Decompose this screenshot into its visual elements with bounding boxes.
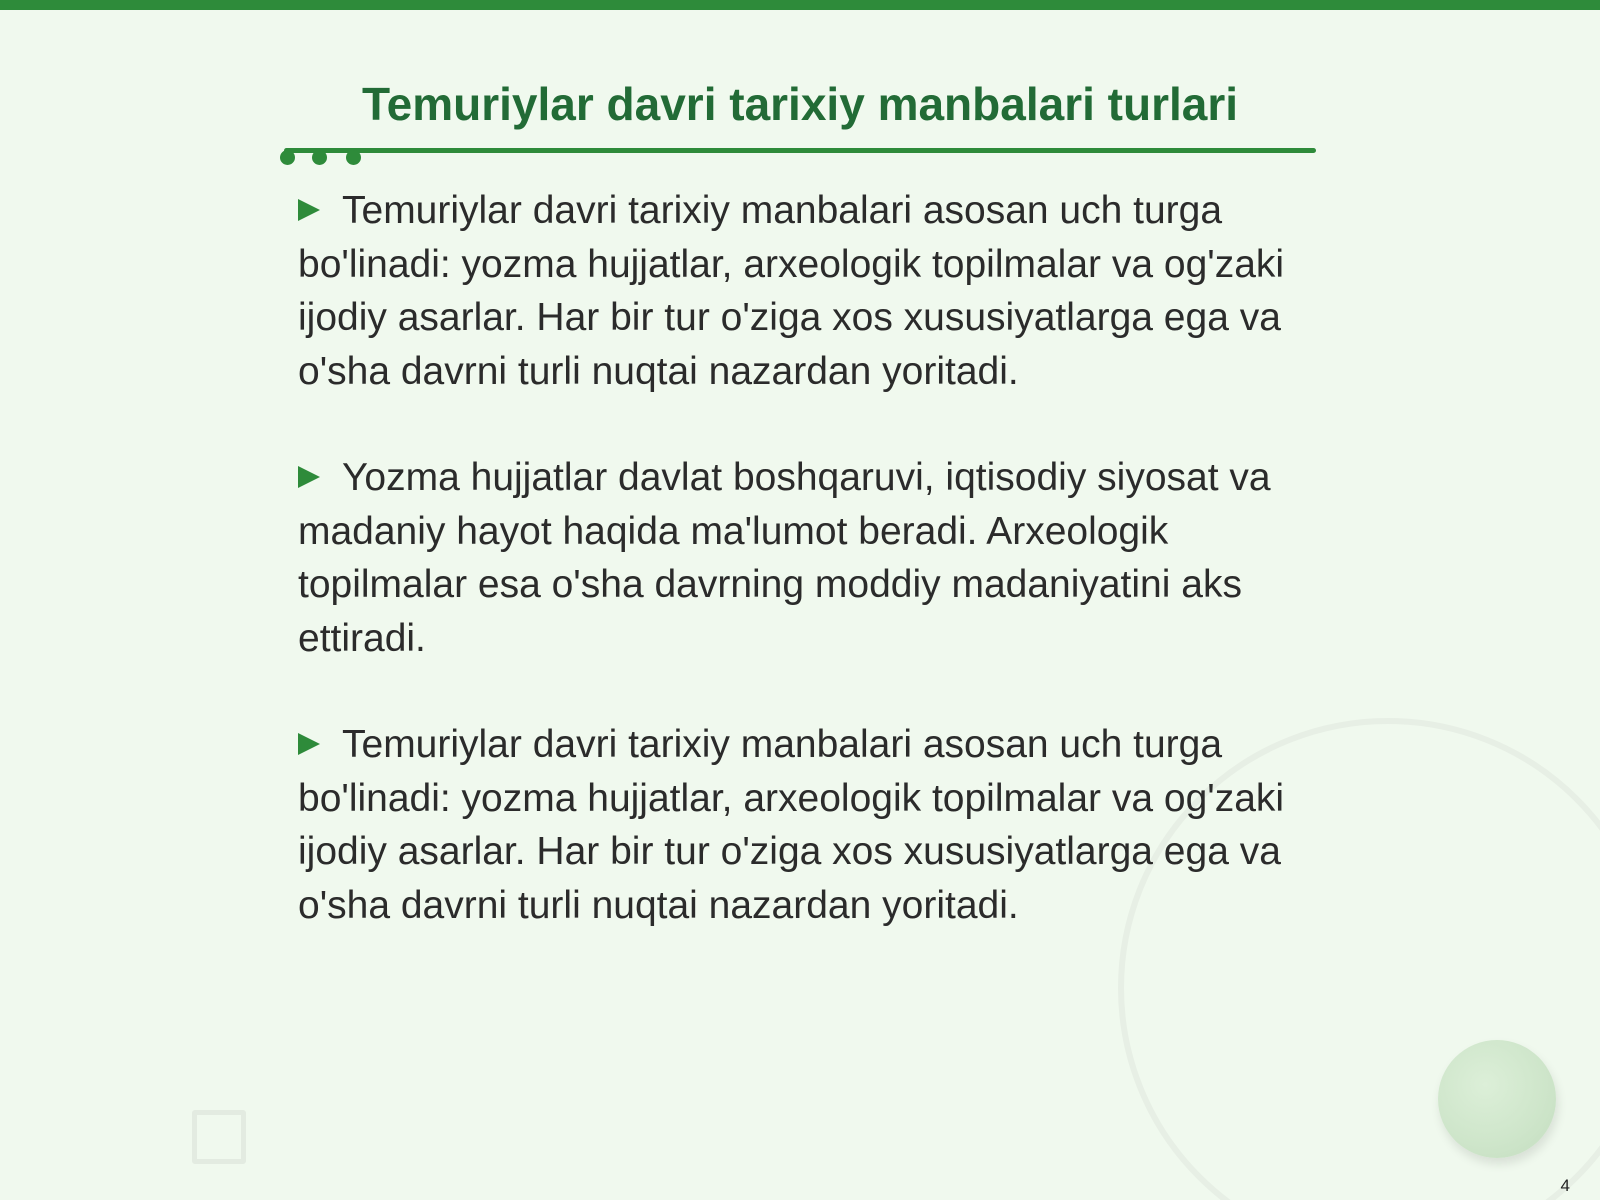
bullet-item: [298, 184, 1310, 398]
bullet-text: Temuriylar davri tarixiy manbalari asosan uch turga bo'linadi: yozma hujjatlar, arxeologik topilmalar va og'zaki ijodiy asarlar. Har bir tur o'ziga xos xususiyatlarga ega va o'sha davrni turli nuqtai nazardan yoritadi.: [298, 189, 1285, 393]
bullet-item: [298, 718, 1310, 932]
triangle-right-icon: [298, 199, 320, 221]
bullet-text: Temuriylar davri tarixiy manbalari asosan uch turga bo'linadi: yozma hujjatlar, arxeologik topilmalar va og'zaki ijodiy asarlar. Har bir tur o'ziga xos xususiyatlarga ega va o'sha davrni turli nuqtai nazardan yoritadi.: [298, 723, 1285, 927]
underline-dot: [280, 150, 295, 165]
slide-title: Temuriylar davri tarixiy manbalari turlari: [361, 78, 1239, 130]
top-accent-bar: [0, 0, 1600, 10]
decorative-square: [192, 1110, 246, 1164]
triangle-right-icon: [298, 733, 320, 755]
bullet-list: [298, 184, 1310, 985]
triangle-right-icon: [298, 466, 320, 488]
underline-dot: [312, 150, 327, 165]
bullet-text: Yozma hujjatlar davlat boshqaruvi, iqtisodiy siyosat va madaniy hayot haqida ma'lumot beradi. Arxeologik topilmalar esa o'sha davrning moddiy madaniyatini aks ettiradi.: [298, 456, 1271, 660]
underline-dot: [346, 150, 361, 165]
decorative-circle: [1438, 1040, 1556, 1158]
title-underline: [284, 148, 1316, 153]
bullet-item: [298, 451, 1310, 665]
page-number: 4: [1560, 1176, 1570, 1195]
